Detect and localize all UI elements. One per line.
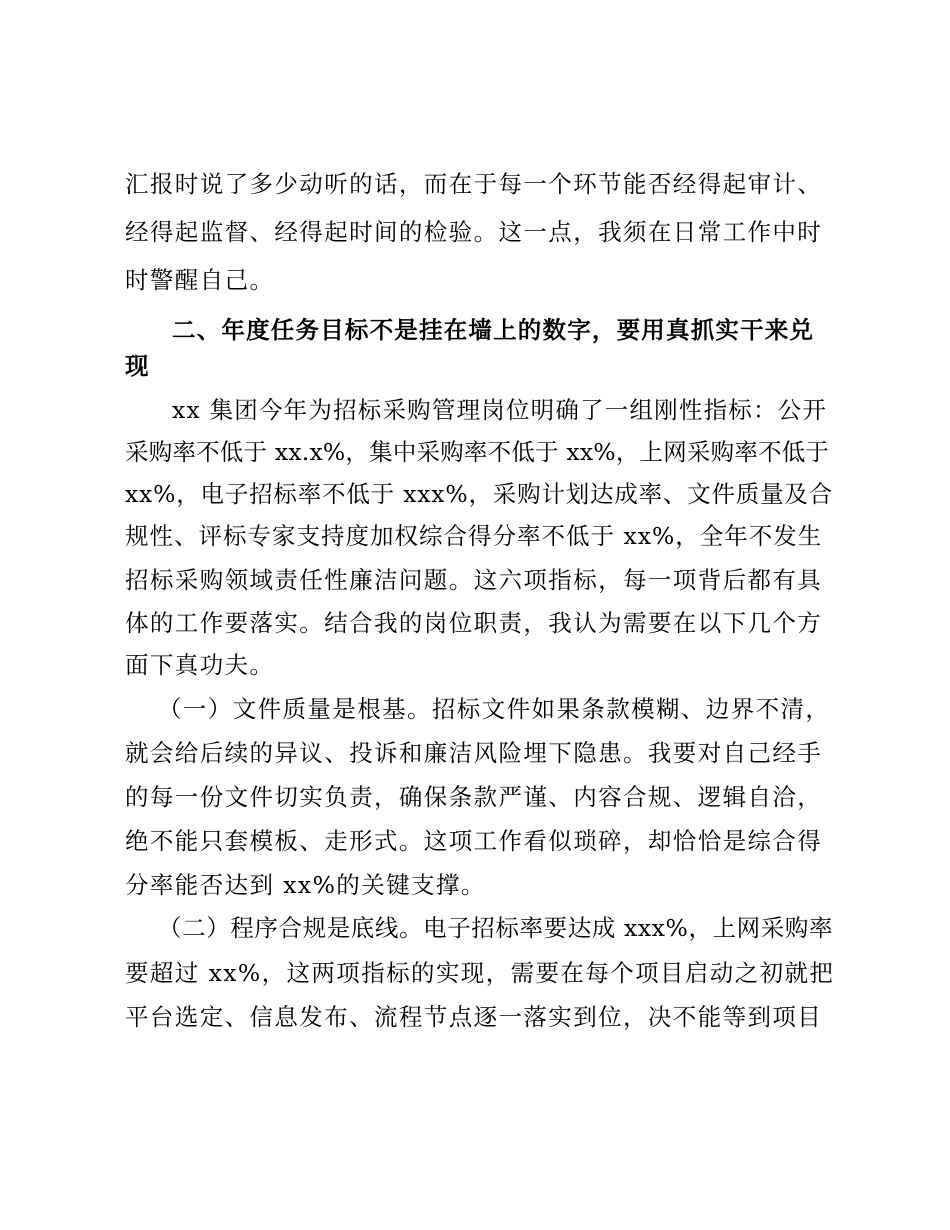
text-line-18: （二）程序合规是底线。电子招标率要达成 xxx%，上网采购率 [158, 914, 834, 942]
text-line-11: 体的工作要落实。结合我的岗位职责，我认为需要在以下几个方 [125, 609, 823, 637]
section-heading-continued: 现 [125, 352, 149, 380]
section-heading: 二、年度任务目标不是挂在墙上的数字，要用真抓实干来兑 [172, 316, 815, 344]
text-line-6: xx 集团今年为招标采购管理岗位明确了一组刚性指标：公开 [172, 396, 828, 424]
text-line-19: 要超过 xx%，这两项指标的实现，需要在每个项目启动之初就把 [125, 959, 835, 987]
text-line-12: 面下真功夫。 [125, 651, 275, 679]
text-line-9: 规性、评标专家支持度加权综合得分率不低于 xx%，全年不发生 [125, 522, 823, 550]
text-line-1: 汇报时说了多少动听的话，而在于每一个环节能否经得起审计、 [125, 170, 823, 198]
text-line-14: 就会给后续的异议、投诉和廉洁风险埋下隐患。我要对自己经手 [125, 739, 823, 767]
text-line-3: 时警醒自己。 [125, 266, 275, 294]
text-line-8: xx%，电子招标率不低于 xxx%，采购计划达成率、文件质量及合 [125, 480, 833, 508]
text-line-15: 的每一份文件切实负责，确保条款严谨、内容合规、逻辑自洽， [125, 783, 823, 811]
text-line-20: 平台选定、信息发布、流程节点逐一落实到位，决不能等到项目 [125, 1003, 823, 1031]
text-line-17: 分率能否达到 xx%的关键支撑。 [125, 871, 486, 899]
text-line-13: （一）文件质量是根基。招标文件如果条款模糊、边界不清， [158, 695, 831, 723]
text-line-2: 经得起监督、经得起时间的检验。这一点，我须在日常工作中时 [125, 218, 823, 246]
text-line-16: 绝不能只套模板、走形式。这项工作看似琐碎，却恰恰是综合得 [125, 827, 823, 855]
text-line-7: 采购率不低于 xx.x%，集中采购率不低于 xx%，上网采购率不低于 [125, 438, 830, 466]
text-line-10: 招标采购领域责任性廉洁问题。这六项指标，每一项背后都有具 [125, 566, 823, 594]
